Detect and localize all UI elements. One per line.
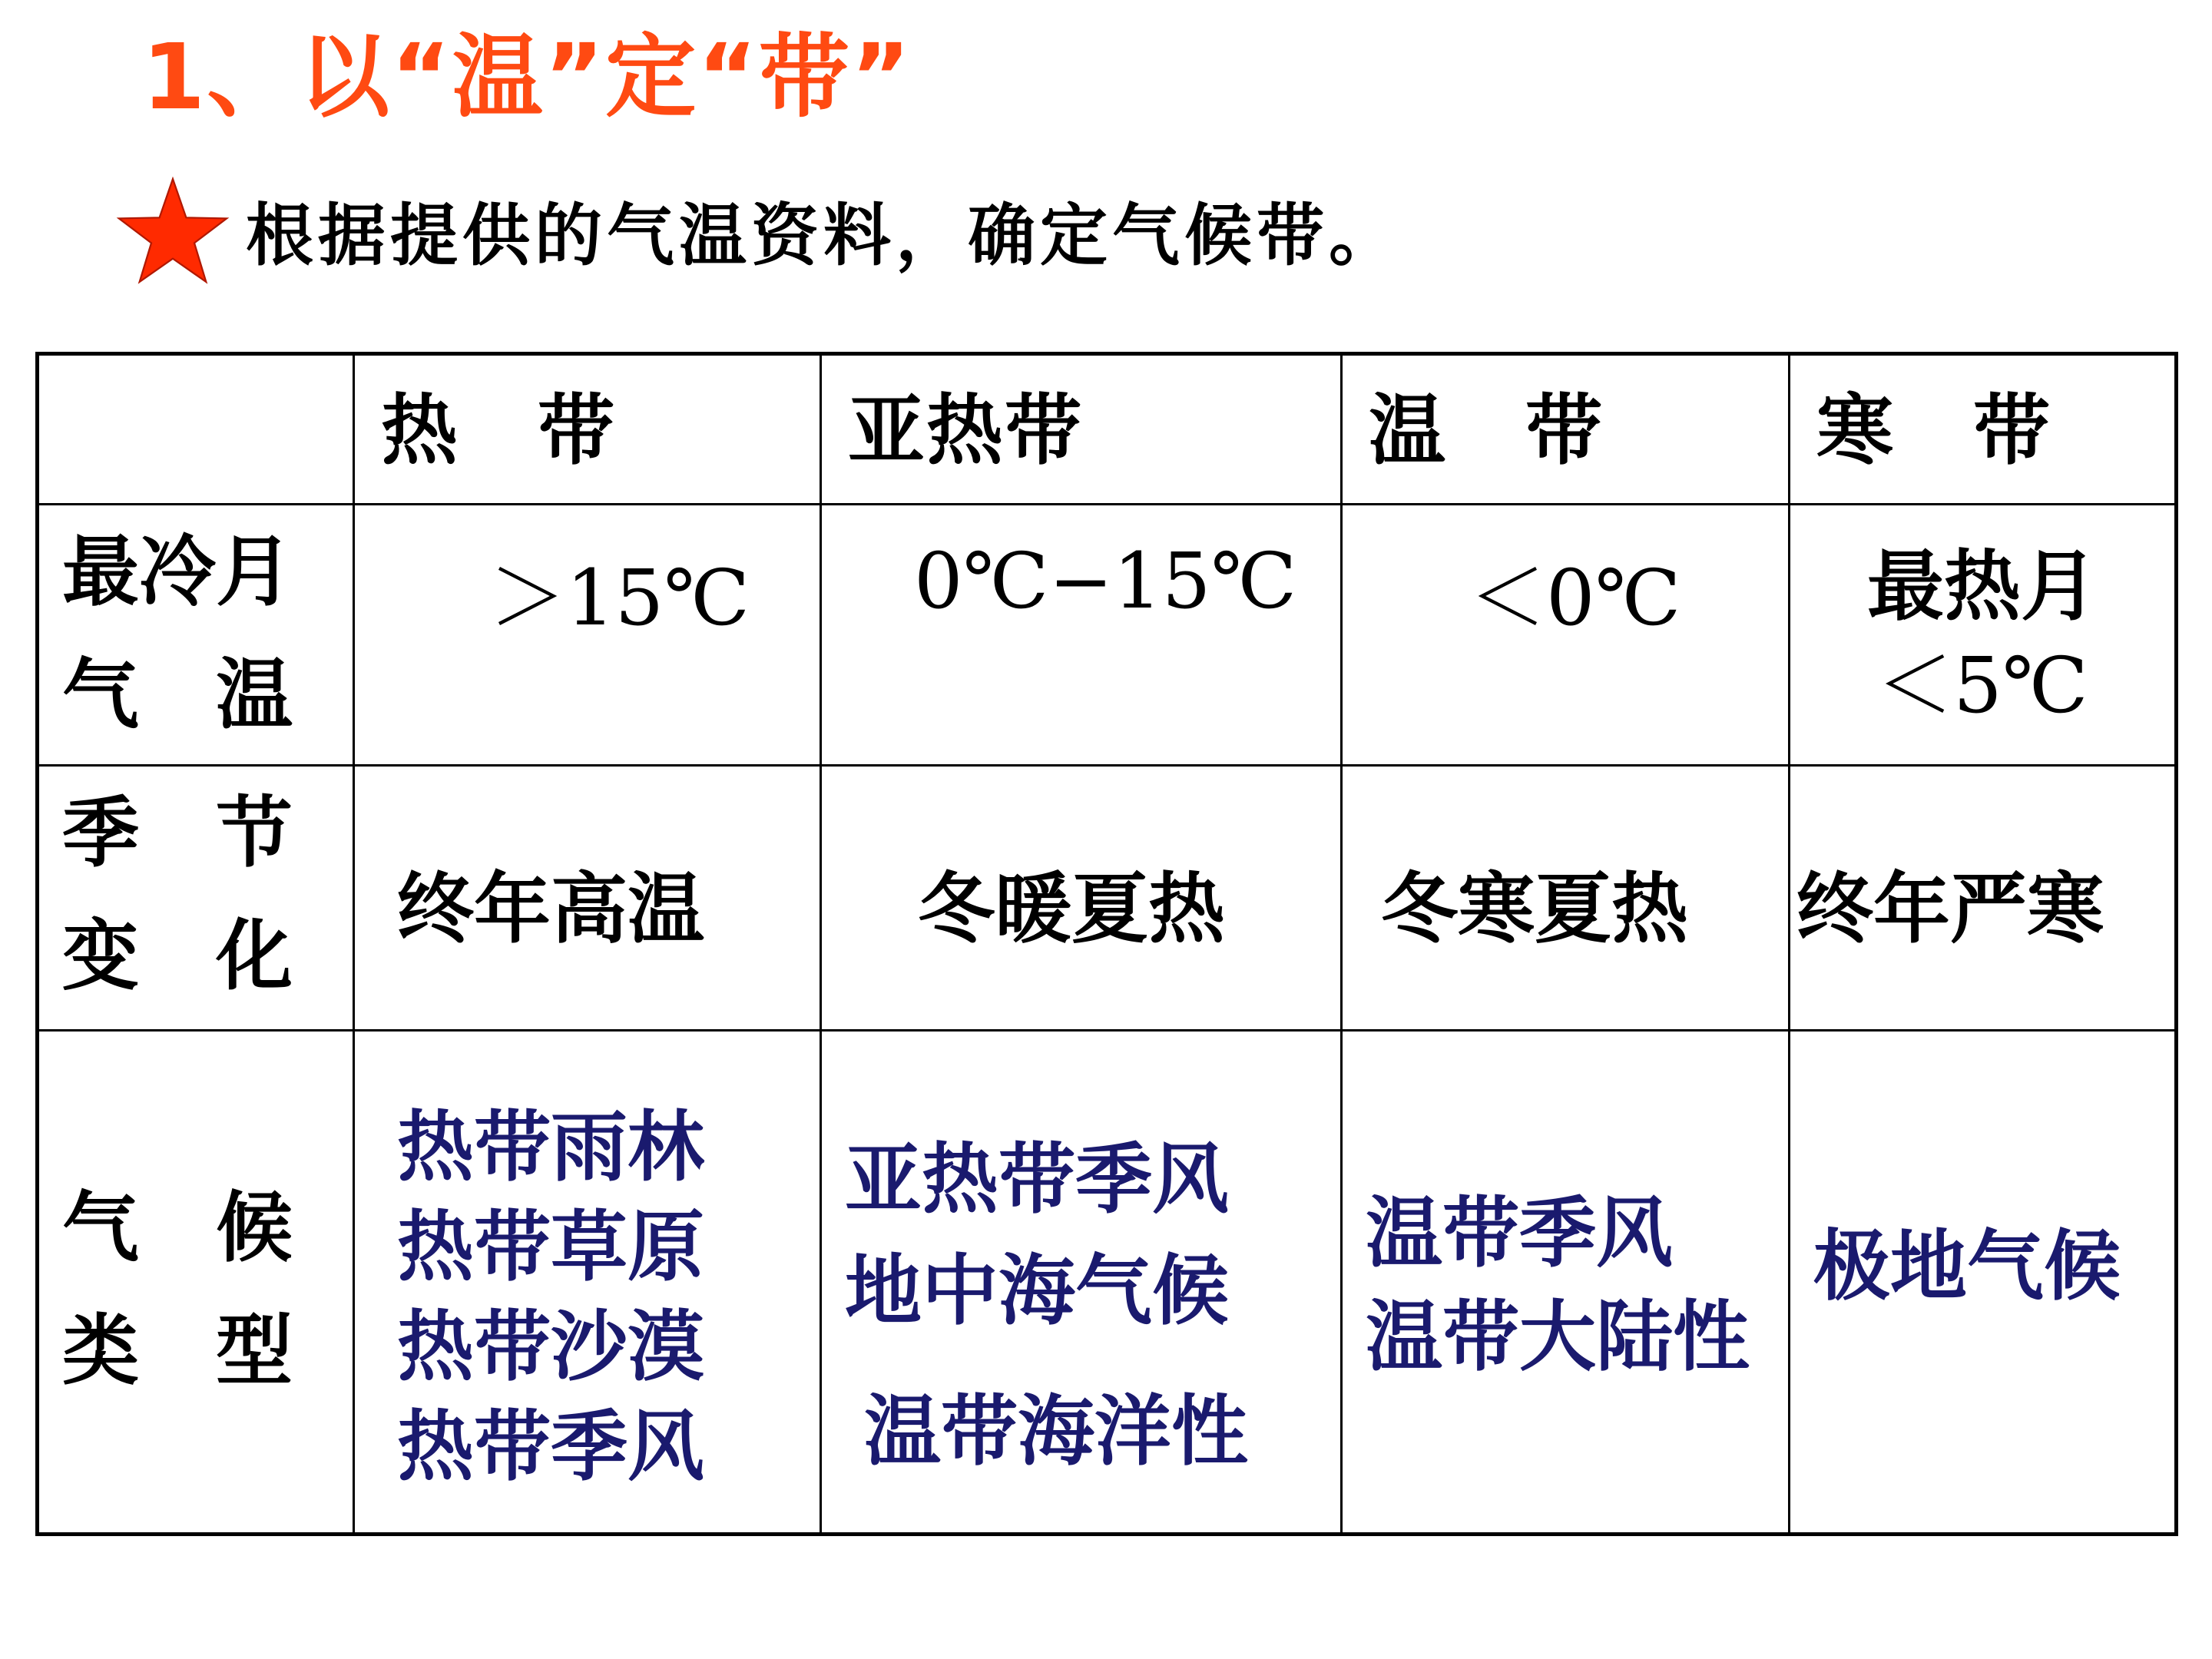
climate-tropical-rainforest: 热带雨林 [397, 1101, 704, 1192]
climate-list-tropical [397, 1097, 704, 1496]
row-label-cell-climate [39, 1031, 355, 1532]
instruction-text: 根据提供的气温资料，确定气候带。 [246, 196, 1402, 275]
slide-title: 1、以“温”定“带” [142, 24, 912, 130]
temp-frigid [1790, 536, 2174, 736]
header-cell-frigid [1790, 356, 2174, 505]
season-cell-tropical [355, 767, 822, 1031]
climate-temperate-maritime: 温带海洋性 [864, 1386, 1248, 1476]
season-cell-temperate [1343, 767, 1790, 1031]
season-frigid: 终年严寒 [1796, 863, 2104, 954]
row-label-climate-line2: 类 型 [62, 1305, 293, 1396]
temp-frigid-label: 最热月 [1867, 541, 2098, 631]
temp-cell-tropical [355, 505, 822, 767]
climate-zone-table [35, 352, 2178, 1536]
climate-cell-subtropical [822, 1031, 1343, 1532]
header-frigid: 寒 带 [1816, 385, 2051, 475]
climate-mediterranean: 地中海气候 [845, 1245, 1229, 1336]
row-label-temperature [39, 505, 353, 756]
header-cell-tropical [355, 356, 822, 505]
climate-tropical-monsoon: 热带季风 [397, 1401, 704, 1492]
season-tropical: 终年高温 [397, 863, 704, 954]
climate-list-temperate [1366, 1181, 1750, 1389]
header-cell-temperate [1343, 356, 1790, 505]
header-tropical: 热 带 [381, 385, 616, 475]
climate-list-subtropical [845, 1124, 1229, 1346]
season-cell-subtropical [822, 767, 1343, 1031]
row-label-climate-line1: 气 候 [62, 1182, 293, 1273]
temp-temperate: ＜0℃ [1469, 553, 1681, 643]
header-corner-cell [39, 356, 355, 505]
temp-cell-subtropical [822, 505, 1343, 767]
climate-cell-frigid [1790, 1031, 2174, 1532]
row-label-cell-season [39, 767, 355, 1031]
row-label-season-line2: 变 化 [62, 910, 293, 1001]
climate-cell-tropical [355, 1031, 822, 1532]
temp-tropical: ＞15℃ [489, 553, 750, 643]
climate-subtropical-monsoon: 亚热带季风 [845, 1134, 1229, 1224]
row-label-temperature-line1: 最冷月 [62, 526, 293, 617]
climate-tropical-desert: 热带沙漠 [397, 1301, 704, 1392]
climate-cell-temperate [1343, 1031, 1790, 1532]
season-subtropical: 冬暖夏热 [918, 863, 1225, 954]
temp-frigid-value: ＜5℃ [1876, 641, 2088, 730]
row-label-season-line1: 季 节 [62, 787, 293, 878]
climate-polar: 极地气候 [1813, 1220, 2121, 1311]
star-icon [115, 177, 230, 284]
season-temperate: 冬寒夏热 [1381, 863, 1688, 954]
header-subtropical: 亚热带 [848, 385, 1083, 475]
instruction-line [115, 173, 1401, 288]
temp-cell-temperate [1343, 505, 1790, 767]
header-temperate: 温 带 [1369, 385, 1604, 475]
climate-tropical-savanna: 热带草原 [397, 1201, 704, 1292]
season-cell-frigid [1790, 767, 2174, 1031]
row-label-temperature-line2: 气 温 [62, 649, 293, 740]
row-label-season [39, 767, 353, 1017]
row-label-climate [39, 1031, 353, 1412]
header-cell-subtropical [822, 356, 1343, 505]
climate-temperate-monsoon: 温带季风 [1366, 1187, 1673, 1278]
temp-subtropical: 0℃−15℃ [914, 536, 1297, 626]
temp-cell-frigid [1790, 505, 2174, 767]
row-label-cell-temperature [39, 505, 355, 767]
climate-temperate-continental: 温带大陆性 [1366, 1291, 1750, 1382]
